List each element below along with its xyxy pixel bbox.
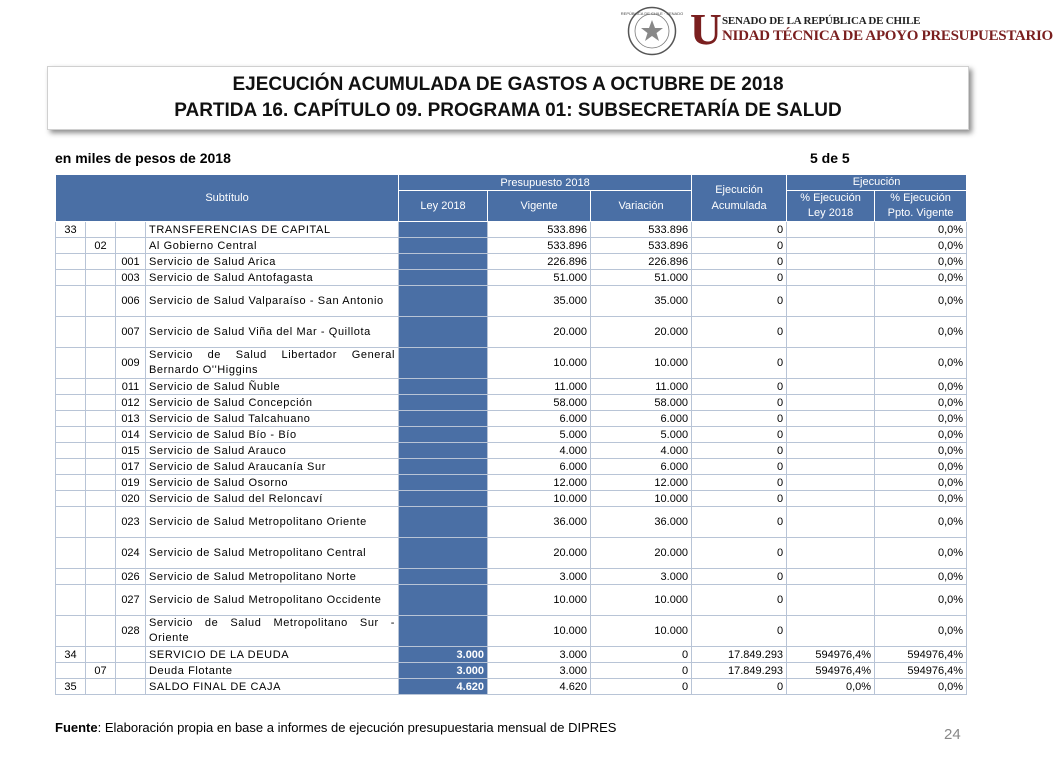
subtitulo-code <box>56 538 86 569</box>
variacion-value: 5.000 <box>591 427 692 443</box>
row-description: Servicio de Salud Viña del Mar - Quillota <box>146 317 399 348</box>
variacion-value: 20.000 <box>591 317 692 348</box>
pct-vigente-value: 0,0% <box>875 317 967 348</box>
pct-vigente-value: 0,0% <box>875 254 967 270</box>
page-number: 24 <box>944 726 961 743</box>
item-code <box>86 538 116 569</box>
header-ejecucion: Ejecución Acumulada <box>692 175 787 222</box>
pct-ley-value: 594976,4% <box>787 647 875 663</box>
ley-value <box>399 475 488 491</box>
vigente-value: 3.000 <box>488 647 591 663</box>
row-description: Servicio de Salud Antofagasta <box>146 270 399 286</box>
page-counter: 5 de 5 <box>810 150 850 166</box>
vigente-value: 58.000 <box>488 395 591 411</box>
ley-value <box>399 427 488 443</box>
senado-seal-icon <box>620 6 684 56</box>
ley-value: 3.000 <box>399 647 488 663</box>
vigente-value: 20.000 <box>488 317 591 348</box>
asignacion-code <box>116 647 146 663</box>
ejecucion-value: 0 <box>692 379 787 395</box>
item-code: 02 <box>86 238 116 254</box>
item-code <box>86 585 116 616</box>
title-box <box>47 66 969 130</box>
pct-ley-value <box>787 507 875 538</box>
asignacion-code: 019 <box>116 475 146 491</box>
utap-logo <box>620 5 1053 56</box>
asignacion-code: 028 <box>116 616 146 647</box>
ejecucion-value: 0 <box>692 679 787 695</box>
subtitulo-code <box>56 270 86 286</box>
table-row <box>56 395 967 411</box>
item-code <box>86 569 116 585</box>
vigente-value: 533.896 <box>488 222 591 238</box>
table-row <box>56 238 967 254</box>
pct-ley-value <box>787 475 875 491</box>
ejecucion-value: 0 <box>692 585 787 616</box>
ley-value <box>399 348 488 379</box>
asignacion-code: 007 <box>116 317 146 348</box>
asignacion-code: 009 <box>116 348 146 379</box>
ejecucion-value: 0 <box>692 222 787 238</box>
pct-ley-value <box>787 459 875 475</box>
pct-ley-value <box>787 395 875 411</box>
pct-ley-value <box>787 538 875 569</box>
header-subtitulo: Subtítulo <box>56 175 399 222</box>
asignacion-code: 006 <box>116 286 146 317</box>
pct-ley-value <box>787 222 875 238</box>
item-code <box>86 348 116 379</box>
subtitulo-code <box>56 443 86 459</box>
row-description: Servicio de Salud Metropolitano Sur - Oriente <box>146 616 399 647</box>
asignacion-code: 020 <box>116 491 146 507</box>
pct-vigente-value: 594976,4% <box>875 663 967 679</box>
variacion-value: 35.000 <box>591 286 692 317</box>
row-description: Deuda Flotante <box>146 663 399 679</box>
ejecucion-value: 0 <box>692 459 787 475</box>
variacion-value: 58.000 <box>591 395 692 411</box>
pct-ley-value <box>787 443 875 459</box>
budget-table-body <box>56 222 967 695</box>
pct-vigente-value: 0,0% <box>875 427 967 443</box>
subtitulo-code <box>56 238 86 254</box>
header-ley: Ley 2018 <box>399 191 488 222</box>
table-row <box>56 507 967 538</box>
table-row <box>56 317 967 348</box>
subtitulo-code <box>56 459 86 475</box>
row-description: Servicio de Salud Ñuble <box>146 379 399 395</box>
variacion-value: 4.000 <box>591 443 692 459</box>
variacion-value: 20.000 <box>591 538 692 569</box>
ley-value <box>399 569 488 585</box>
source-note: Fuente: Elaboración propia en base a informes de ejecución presupuestaria mensual de DIPRES <box>55 720 617 735</box>
pct-vigente-value: 0,0% <box>875 379 967 395</box>
item-code <box>86 475 116 491</box>
pct-ley-value <box>787 585 875 616</box>
ley-value <box>399 616 488 647</box>
pct-vigente-value: 0,0% <box>875 679 967 695</box>
pct-vigente-value: 0,0% <box>875 616 967 647</box>
vigente-value: 3.000 <box>488 569 591 585</box>
pct-ley-value <box>787 411 875 427</box>
ley-value <box>399 459 488 475</box>
ley-value <box>399 238 488 254</box>
ley-value <box>399 286 488 317</box>
vigente-value: 10.000 <box>488 585 591 616</box>
row-description: Servicio de Salud Valparaíso - San Antonio <box>146 286 399 317</box>
item-code: 07 <box>86 663 116 679</box>
variacion-value: 3.000 <box>591 569 692 585</box>
vigente-value: 4.000 <box>488 443 591 459</box>
ejecucion-value: 0 <box>692 475 787 491</box>
item-code <box>86 222 116 238</box>
subtitulo-code <box>56 663 86 679</box>
asignacion-code: 017 <box>116 459 146 475</box>
item-code <box>86 616 116 647</box>
asignacion-code: 001 <box>116 254 146 270</box>
row-description: Servicio de Salud Metropolitano Oriente <box>146 507 399 538</box>
vigente-value: 11.000 <box>488 379 591 395</box>
asignacion-code: 026 <box>116 569 146 585</box>
units-label: en miles de pesos de 2018 <box>55 150 231 166</box>
ley-value: 4.620 <box>399 679 488 695</box>
variacion-value: 6.000 <box>591 459 692 475</box>
subtitulo-code <box>56 475 86 491</box>
budget-table <box>55 174 967 695</box>
pct-ley-value <box>787 348 875 379</box>
subtitulo-code <box>56 411 86 427</box>
pct-vigente-value: 0,0% <box>875 507 967 538</box>
senado-text: SENADO DE LA REPÚBLICA DE CHILE <box>722 15 921 27</box>
table-row <box>56 443 967 459</box>
asignacion-code: 011 <box>116 379 146 395</box>
vigente-value: 226.896 <box>488 254 591 270</box>
pct-vigente-value: 0,0% <box>875 222 967 238</box>
variacion-value: 10.000 <box>591 491 692 507</box>
item-code <box>86 491 116 507</box>
ejecucion-value: 0 <box>692 348 787 379</box>
header-variacion: Variación <box>591 191 692 222</box>
ejecucion-value: 0 <box>692 569 787 585</box>
item-code <box>86 443 116 459</box>
pct-vigente-value: 0,0% <box>875 491 967 507</box>
pct-vigente-value: 0,0% <box>875 270 967 286</box>
asignacion-code: 012 <box>116 395 146 411</box>
asignacion-code <box>116 222 146 238</box>
ley-value <box>399 270 488 286</box>
subtitulo-code <box>56 585 86 616</box>
row-description: Servicio de Salud Arauco <box>146 443 399 459</box>
subtitulo-code <box>56 616 86 647</box>
row-description: Servicio de Salud Talcahuano <box>146 411 399 427</box>
table-row <box>56 348 967 379</box>
ley-value: 3.000 <box>399 663 488 679</box>
ley-value <box>399 222 488 238</box>
subtitulo-code <box>56 395 86 411</box>
ejecucion-value: 0 <box>692 317 787 348</box>
pct-ley-value <box>787 254 875 270</box>
ejecucion-value: 0 <box>692 507 787 538</box>
item-code <box>86 395 116 411</box>
asignacion-code: 003 <box>116 270 146 286</box>
table-row <box>56 585 967 616</box>
row-description: Servicio de Salud Osorno <box>146 475 399 491</box>
subtitulo-code <box>56 348 86 379</box>
table-row <box>56 286 967 317</box>
table-row <box>56 427 967 443</box>
ejecucion-value: 0 <box>692 411 787 427</box>
item-code <box>86 270 116 286</box>
header-pct-vigente: % Ejecución Ppto. Vigente <box>875 191 967 222</box>
asignacion-code: 014 <box>116 427 146 443</box>
item-code <box>86 317 116 348</box>
pct-vigente-value: 0,0% <box>875 443 967 459</box>
ejecucion-value: 0 <box>692 270 787 286</box>
row-description: Al Gobierno Central <box>146 238 399 254</box>
header-pct-ley: % Ejecución Ley 2018 <box>787 191 875 222</box>
pct-vigente-value: 0,0% <box>875 569 967 585</box>
pct-vigente-value: 0,0% <box>875 538 967 569</box>
table-row <box>56 411 967 427</box>
variacion-value: 10.000 <box>591 585 692 616</box>
ejecucion-value: 17.849.293 <box>692 663 787 679</box>
ejecucion-value: 0 <box>692 443 787 459</box>
subtitulo-code: 33 <box>56 222 86 238</box>
item-code <box>86 411 116 427</box>
logo-letter: U <box>690 5 722 54</box>
pct-ley-value <box>787 569 875 585</box>
ejecucion-value: 0 <box>692 538 787 569</box>
table-row <box>56 538 967 569</box>
item-code <box>86 507 116 538</box>
subtitulo-code: 35 <box>56 679 86 695</box>
variacion-value: 10.000 <box>591 348 692 379</box>
pct-vigente-value: 0,0% <box>875 395 967 411</box>
pct-ley-value <box>787 317 875 348</box>
pct-ley-value <box>787 238 875 254</box>
row-description: SALDO FINAL DE CAJA <box>146 679 399 695</box>
item-code <box>86 647 116 663</box>
table-row <box>56 475 967 491</box>
row-description: TRANSFERENCIAS DE CAPITAL <box>146 222 399 238</box>
vigente-value: 12.000 <box>488 475 591 491</box>
ejecucion-value: 0 <box>692 427 787 443</box>
row-description: Servicio de Salud Bío - Bío <box>146 427 399 443</box>
row-description: Servicio de Salud Metropolitano Central <box>146 538 399 569</box>
ley-value <box>399 538 488 569</box>
page-subtitle: PARTIDA 16. CAPÍTULO 09. PROGRAMA 01: SUBSECRETARÍA DE SALUD <box>174 100 842 121</box>
vigente-value: 10.000 <box>488 491 591 507</box>
ley-value <box>399 585 488 616</box>
pct-vigente-value: 0,0% <box>875 475 967 491</box>
vigente-value: 3.000 <box>488 663 591 679</box>
asignacion-code <box>116 238 146 254</box>
vigente-value: 35.000 <box>488 286 591 317</box>
subtitulo-code <box>56 569 86 585</box>
svg-text:REPÚBLICA DE CHILE · SENADO: REPÚBLICA DE CHILE · SENADO <box>620 11 684 16</box>
table-row <box>56 679 967 695</box>
row-description: SERVICIO DE LA DEUDA <box>146 647 399 663</box>
vigente-value: 20.000 <box>488 538 591 569</box>
ley-value <box>399 443 488 459</box>
asignacion-code: 023 <box>116 507 146 538</box>
asignacion-code: 027 <box>116 585 146 616</box>
row-description: Servicio de Salud Concepción <box>146 395 399 411</box>
variacion-value: 10.000 <box>591 616 692 647</box>
pct-ley-value <box>787 286 875 317</box>
ejecucion-value: 0 <box>692 254 787 270</box>
table-row <box>56 270 967 286</box>
variacion-value: 51.000 <box>591 270 692 286</box>
pct-ley-value <box>787 379 875 395</box>
header-presupuesto: Presupuesto 2018 <box>399 175 692 191</box>
variacion-value: 36.000 <box>591 507 692 538</box>
ley-value <box>399 317 488 348</box>
pct-ley-value: 0,0% <box>787 679 875 695</box>
ejecucion-value: 0 <box>692 286 787 317</box>
variacion-value: 226.896 <box>591 254 692 270</box>
pct-vigente-value: 0,0% <box>875 585 967 616</box>
header-ejecucion-group: Ejecución <box>787 175 967 191</box>
item-code <box>86 427 116 443</box>
vigente-value: 5.000 <box>488 427 591 443</box>
ley-value <box>399 254 488 270</box>
pct-ley-value <box>787 491 875 507</box>
pct-vigente-value: 0,0% <box>875 286 967 317</box>
subtitulo-code <box>56 317 86 348</box>
ejecucion-value: 17.849.293 <box>692 647 787 663</box>
table-row <box>56 663 967 679</box>
ley-value <box>399 379 488 395</box>
variacion-value: 11.000 <box>591 379 692 395</box>
ejecucion-value: 0 <box>692 616 787 647</box>
row-description: Servicio de Salud del Reloncaví <box>146 491 399 507</box>
ley-value <box>399 507 488 538</box>
variacion-value: 0 <box>591 647 692 663</box>
subtitulo-code <box>56 507 86 538</box>
subtitulo-code <box>56 427 86 443</box>
asignacion-code: 013 <box>116 411 146 427</box>
pct-vigente-value: 0,0% <box>875 238 967 254</box>
table-row <box>56 459 967 475</box>
pct-ley-value <box>787 616 875 647</box>
row-description: Servicio de Salud Libertador General Bernardo O''Higgins <box>146 348 399 379</box>
vigente-value: 51.000 <box>488 270 591 286</box>
row-description: Servicio de Salud Metropolitano Norte <box>146 569 399 585</box>
pct-ley-value: 594976,4% <box>787 663 875 679</box>
page-title: EJECUCIÓN ACUMULADA DE GASTOS A OCTUBRE DE 2018 <box>232 74 784 95</box>
vigente-value: 6.000 <box>488 459 591 475</box>
ejecucion-value: 0 <box>692 395 787 411</box>
row-description: Servicio de Salud Arica <box>146 254 399 270</box>
table-row <box>56 491 967 507</box>
pct-vigente-value: 594976,4% <box>875 647 967 663</box>
item-code <box>86 379 116 395</box>
item-code <box>86 679 116 695</box>
vigente-value: 533.896 <box>488 238 591 254</box>
table-row <box>56 647 967 663</box>
table-row <box>56 222 967 238</box>
variacion-value: 0 <box>591 663 692 679</box>
asignacion-code <box>116 679 146 695</box>
header-vigente: Vigente <box>488 191 591 222</box>
pct-ley-value <box>787 270 875 286</box>
variacion-value: 533.896 <box>591 238 692 254</box>
vigente-value: 36.000 <box>488 507 591 538</box>
variacion-value: 6.000 <box>591 411 692 427</box>
subtitulo-code <box>56 379 86 395</box>
pct-vigente-value: 0,0% <box>875 411 967 427</box>
row-description: Servicio de Salud Metropolitano Occidente <box>146 585 399 616</box>
table-row <box>56 379 967 395</box>
subtitulo-code: 34 <box>56 647 86 663</box>
row-description: Servicio de Salud Araucanía Sur <box>146 459 399 475</box>
table-row <box>56 569 967 585</box>
pct-vigente-value: 0,0% <box>875 348 967 379</box>
vigente-value: 10.000 <box>488 348 591 379</box>
vigente-value: 4.620 <box>488 679 591 695</box>
asignacion-code: 015 <box>116 443 146 459</box>
variacion-value: 0 <box>591 679 692 695</box>
pct-vigente-value: 0,0% <box>875 459 967 475</box>
subtitulo-code <box>56 491 86 507</box>
asignacion-code <box>116 663 146 679</box>
item-code <box>86 459 116 475</box>
ejecucion-value: 0 <box>692 491 787 507</box>
table-row <box>56 254 967 270</box>
ley-value <box>399 491 488 507</box>
variacion-value: 533.896 <box>591 222 692 238</box>
ejecucion-value: 0 <box>692 238 787 254</box>
variacion-value: 12.000 <box>591 475 692 491</box>
vigente-value: 6.000 <box>488 411 591 427</box>
table-row <box>56 616 967 647</box>
asignacion-code: 024 <box>116 538 146 569</box>
item-code <box>86 254 116 270</box>
vigente-value: 10.000 <box>488 616 591 647</box>
ley-value <box>399 395 488 411</box>
subtitulo-code <box>56 254 86 270</box>
ley-value <box>399 411 488 427</box>
unidad-text: NIDAD TÉCNICA DE APOYO PRESUPUESTARIO <box>722 28 1053 44</box>
pct-ley-value <box>787 427 875 443</box>
item-code <box>86 286 116 317</box>
subtitulo-code <box>56 286 86 317</box>
